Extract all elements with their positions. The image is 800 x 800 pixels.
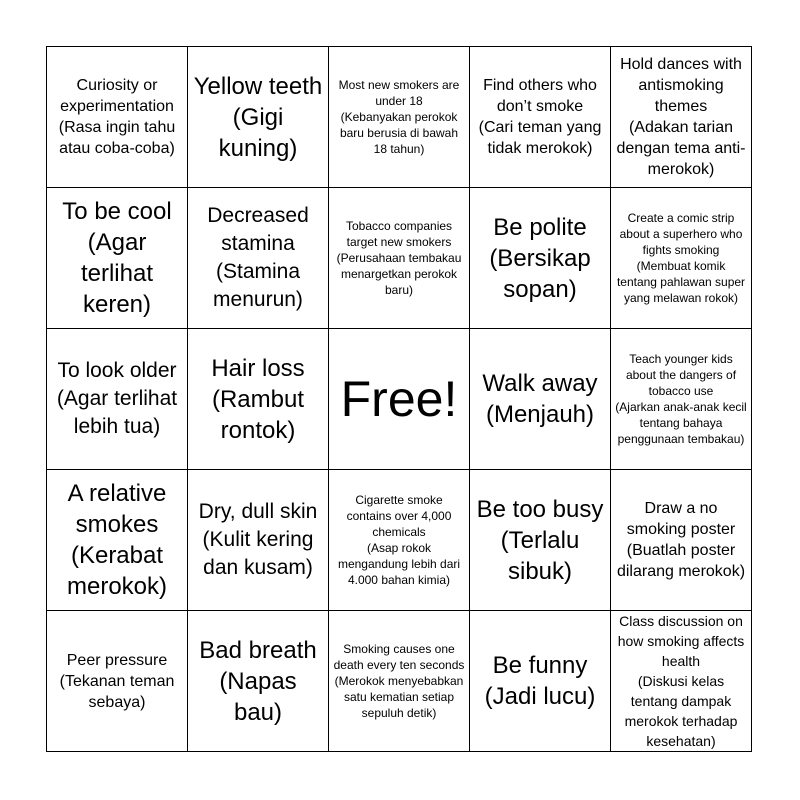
bingo-cell[interactable]: To be cool (Agar terlihat keren) [47, 188, 188, 329]
bingo-card [46, 46, 752, 752]
bingo-cell[interactable]: Draw a no smoking poster (Buatlah poster dilarang merokok) [611, 470, 752, 611]
bingo-cell[interactable]: Cigarette smoke contains over 4,000 chemicals (Asap rokok mengandung lebih dari 4.000 bahan kimia) [329, 470, 470, 611]
free-space[interactable]: Free! [329, 329, 470, 470]
bingo-cell[interactable]: To look older (Agar terlihat lebih tua) [47, 329, 188, 470]
bingo-cell[interactable]: Decreased stamina (Stamina menurun) [188, 188, 329, 329]
bingo-cell[interactable]: A relative smokes (Kerabat merokok) [47, 470, 188, 611]
bingo-cell[interactable]: Class discussion on how smoking affects health (Diskusi kelas tentang dampak merokok terhadap kesehatan) [611, 611, 752, 752]
bingo-cell[interactable]: Walk away (Menjauh) [470, 329, 611, 470]
bingo-cell[interactable]: Teach younger kids about the dangers of tobacco use (Ajarkan anak-anak kecil tentang bahaya penggunaan tembakau) [611, 329, 752, 470]
bingo-cell[interactable]: Create a comic strip about a superhero who fights smoking (Membuat komik tentang pahlawan super yang melawan rokok) [611, 188, 752, 329]
bingo-cell[interactable]: Hair loss (Rambut rontok) [188, 329, 329, 470]
bingo-cell[interactable]: Be funny (Jadi lucu) [470, 611, 611, 752]
bingo-cell[interactable]: Bad breath (Napas bau) [188, 611, 329, 752]
bingo-cell[interactable]: Dry, dull skin (Kulit kering dan kusam) [188, 470, 329, 611]
bingo-cell[interactable]: Yellow teeth (Gigi kuning) [188, 47, 329, 188]
bingo-cell[interactable]: Be polite (Bersikap sopan) [470, 188, 611, 329]
bingo-cell[interactable]: Peer pressure (Tekanan teman sebaya) [47, 611, 188, 752]
bingo-cell[interactable]: Smoking causes one death every ten seconds (Merokok menyebabkan satu kematian setiap sepuluh detik) [329, 611, 470, 752]
bingo-cell[interactable]: Most new smokers are under 18 (Kebanyakan perokok baru berusia di bawah 18 tahun) [329, 47, 470, 188]
bingo-cell[interactable]: Hold dances with antismoking themes (Adakan tarian dengan tema anti-merokok) [611, 47, 752, 188]
bingo-cell[interactable]: Be too busy (Terlalu sibuk) [470, 470, 611, 611]
bingo-cell[interactable]: Tobacco companies target new smokers (Perusahaan tembakau menargetkan perokok baru) [329, 188, 470, 329]
bingo-cell[interactable]: Curiosity or experimentation (Rasa ingin tahu atau coba-coba) [47, 47, 188, 188]
bingo-cell[interactable]: Find others who don’t smoke (Cari teman yang tidak merokok) [470, 47, 611, 188]
